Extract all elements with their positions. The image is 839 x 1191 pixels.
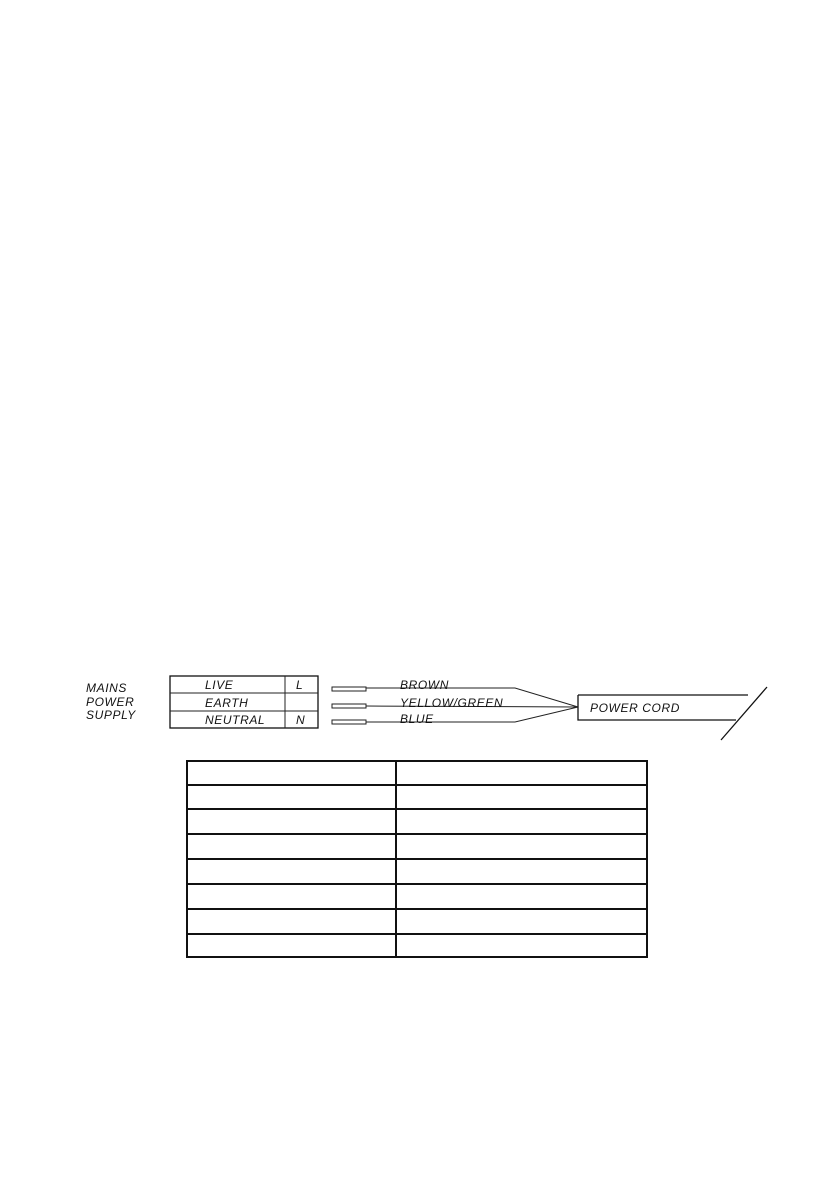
supply-label-line-2: POWER <box>86 695 135 709</box>
blank-table <box>186 760 648 958</box>
table-row-divider <box>188 784 646 786</box>
connector-yellow-green <box>332 704 366 708</box>
wire-label-yellow-green: YELLOW/GREEN <box>400 696 504 710</box>
terminal-live-label: LIVE <box>205 678 234 692</box>
table-row-divider <box>188 883 646 885</box>
wire-connectors <box>332 687 366 724</box>
wire-label-brown: BROWN <box>400 678 449 692</box>
wire-label-blue: BLUE <box>400 712 434 726</box>
terminal-neutral-code: N <box>296 713 306 727</box>
terminal-block <box>170 676 318 728</box>
connector-brown <box>332 687 366 691</box>
table-row-divider <box>188 808 646 810</box>
supply-label-line-3: SUPPLY <box>86 708 136 722</box>
supply-label-line-1: MAINS <box>86 681 128 695</box>
terminal-earth-label: EARTH <box>205 696 249 710</box>
table-row-divider <box>188 933 646 935</box>
terminal-neutral-label: NEUTRAL <box>205 713 266 727</box>
table-row-divider <box>188 908 646 910</box>
terminal-live-code: L <box>296 678 304 692</box>
connector-blue <box>332 720 366 724</box>
table-row-divider <box>188 833 646 835</box>
table-row-divider <box>188 858 646 860</box>
power-cord-label: POWER CORD <box>590 701 680 715</box>
wires <box>366 678 578 726</box>
power-cord <box>578 687 767 740</box>
